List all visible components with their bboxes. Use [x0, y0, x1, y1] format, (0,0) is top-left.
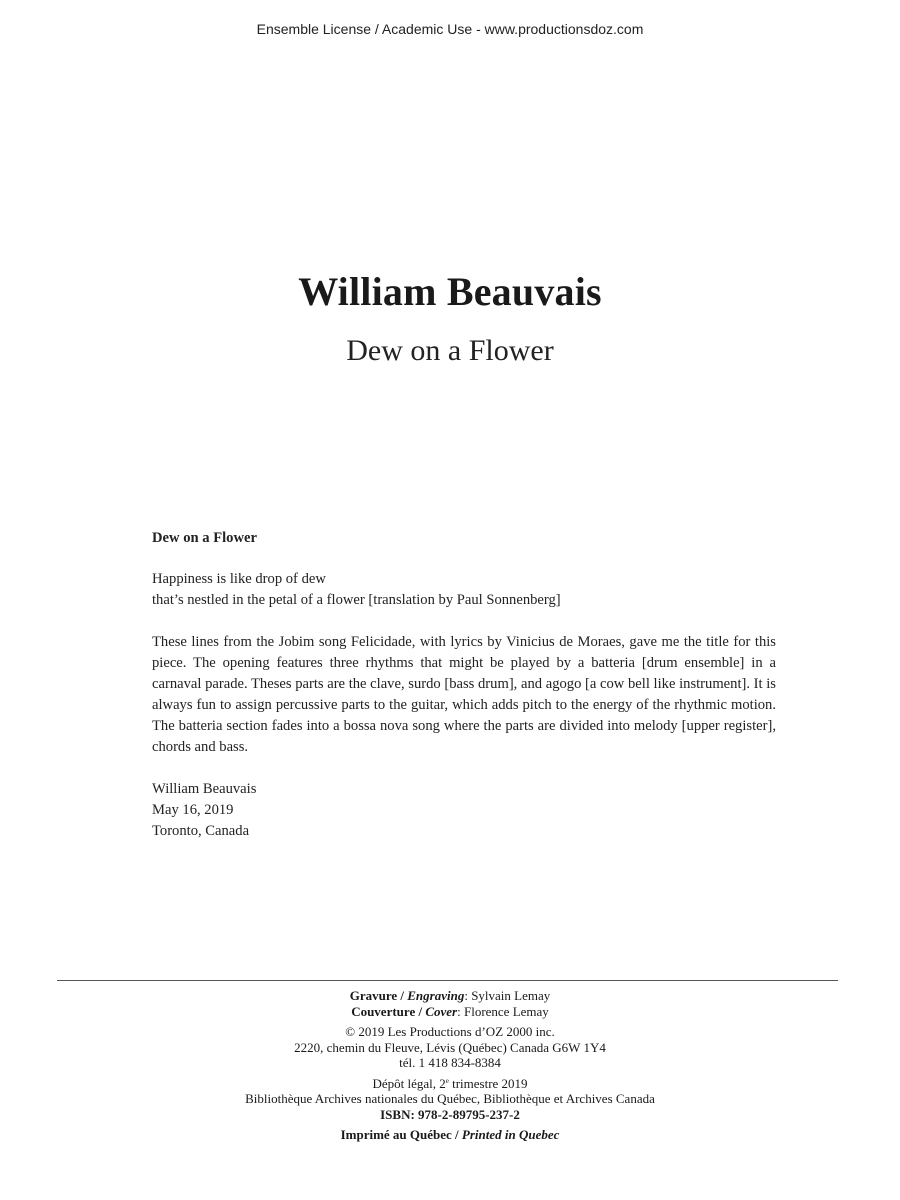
cover-credit — [0, 1004, 900, 1020]
printed-en: Printed in Quebec — [461, 1127, 560, 1142]
legal-deposit-prefix: Dépôt légal, 2 — [372, 1075, 446, 1091]
copyright: © 2019 Les Productions d’OZ 2000 inc. — [345, 1024, 555, 1039]
cover-label-fr: Couverture / — [351, 1003, 426, 1019]
signature-date: May 16, 2019 — [152, 802, 234, 818]
publication-credits — [0, 988, 900, 1143]
engraving-label-fr: Gravure / — [349, 988, 408, 1003]
publisher-address: 2220, chemin du Fleuve, Lévis (Québec) Canada G6W 1Y4 — [294, 1039, 606, 1055]
legal-deposit-suffix: trimestre 2019 — [448, 1075, 528, 1091]
engraving-label-en: Engraving — [407, 988, 465, 1003]
cover-label-en: Cover — [425, 1003, 458, 1019]
quote — [152, 569, 776, 611]
printed-in — [0, 1127, 900, 1143]
legal-deposit-sup: e — [445, 1076, 449, 1085]
engraving-value: : Sylvain Lemay — [464, 988, 551, 1003]
archives: Bibliothèque Archives nationales du Québec, Bibliothèque et Archives Canada — [245, 1091, 655, 1106]
signature-name: William Beauvais — [152, 781, 257, 797]
notes-body: These lines from the Jobim song Felicidade, with lyrics by Vinicius de Moraes, gave me the title for this piece. The opening features three rhythms that might be played by a batteria [drum ensemble] in a carnaval parade. Theses parts are the clave, surdo [bass drum], and agogo [a cow bell like instrument]. It is always fun to assign percussive parts to the guitar, which adds pitch to the energy of the rhythmic motion. The batteria section fades into a bossa nova song where the parts are divided into melody [upper register], chords and bass. — [152, 634, 776, 755]
legal-deposit-info — [0, 1076, 900, 1123]
program-notes — [152, 528, 776, 863]
quote-line-2: that’s nestled in the petal of a flower [translation by Paul Sonnenberg] — [152, 592, 561, 608]
license-header: Ensemble License / Academic Use - www.productionsdoz.com — [256, 21, 644, 37]
signature-place: Toronto, Canada — [152, 823, 250, 839]
piece-title: Dew on a Flower — [346, 334, 554, 367]
publisher-phone: tél. 1 418 834-8384 — [399, 1055, 501, 1070]
engraving-credit — [0, 988, 900, 1004]
composer-name: William Beauvais — [298, 269, 602, 314]
publisher-info — [0, 1024, 900, 1071]
notes-heading: Dew on a Flower — [152, 530, 257, 546]
printed-fr: Imprimé au Québec / — [340, 1127, 462, 1142]
credit-roles — [0, 988, 900, 1019]
signature — [152, 779, 776, 842]
quote-line-1: Happiness is like drop of dew — [152, 571, 326, 587]
cover-value: : Florence Lemay — [457, 1003, 549, 1019]
legal-deposit — [0, 1076, 900, 1092]
footer-divider — [57, 980, 838, 981]
isbn: ISBN: 978-2-89795-237-2 — [380, 1106, 520, 1122]
